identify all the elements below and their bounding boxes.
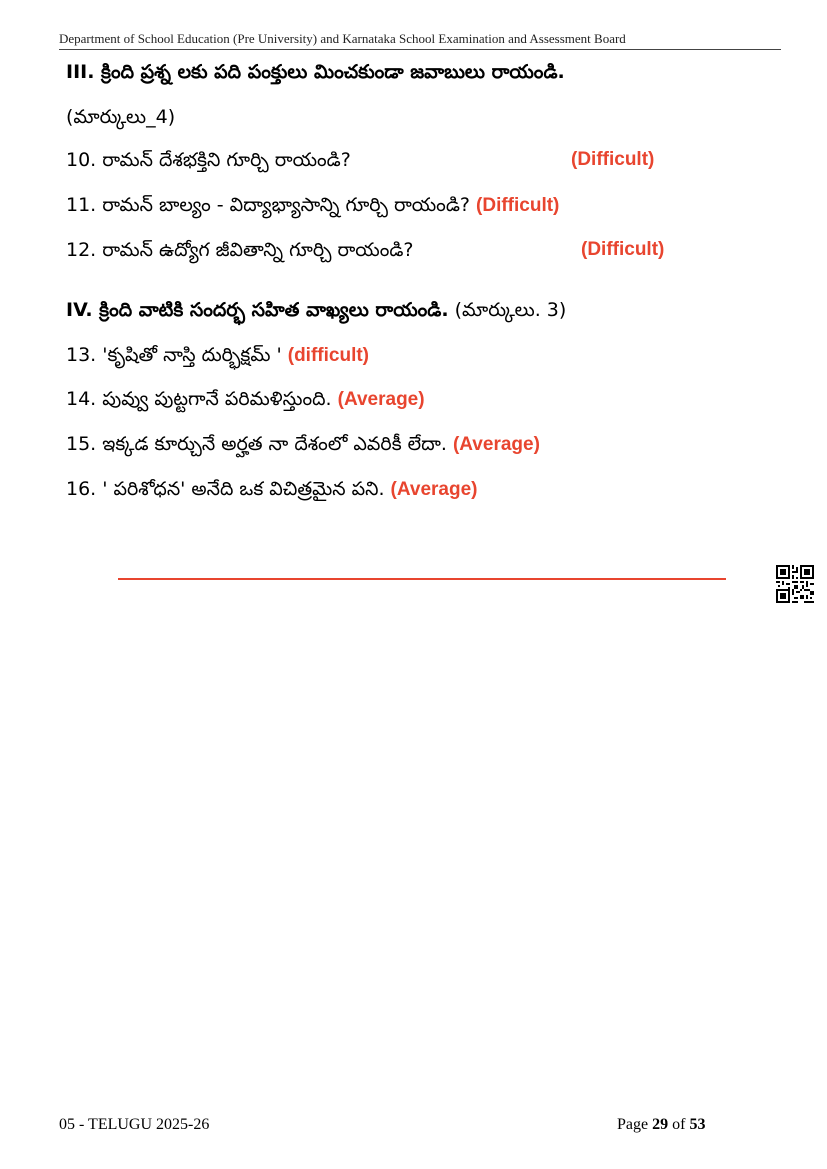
difficulty-tag: (Difficult) <box>476 195 560 216</box>
question-text: 13. 'కృషితో నాస్తి దుర్భిక్షమ్ ' <box>66 344 288 366</box>
difficulty-tag: (Average) <box>390 479 478 500</box>
section-4-title: IV. క్రింది వాటికి సందర్భ సహిత వాఖ్యలు రాయండి. <box>66 299 449 321</box>
current-page: 29 <box>652 1116 669 1133</box>
section-end-rule <box>118 578 726 580</box>
question-16 <box>66 477 477 502</box>
question-11 <box>66 193 559 218</box>
question-text: 14. పువ్వు పుట్టగానే పరిమళిస్తుంది. <box>66 388 338 410</box>
difficulty-tag: (Average) <box>337 389 425 410</box>
page-header: Department of School Education (Pre University) and Karnataka School Examination and Assessment Board <box>59 31 781 50</box>
question-14 <box>66 387 425 412</box>
section-3-marks: (మార్కులు_4) <box>66 106 176 128</box>
page-of: of <box>668 1116 690 1133</box>
total-pages: 53 <box>689 1116 706 1133</box>
question-text: 11. రామన్ బాల్యం - విద్యాభ్యాసాన్ని గూర్చి రాయండి? <box>66 194 470 216</box>
question-text: 12. రామన్ ఉద్యోగ జీవితాన్ని గూర్చి రాయండి? <box>66 239 414 261</box>
difficulty-tag: (Average) <box>452 434 540 455</box>
question-12 <box>66 238 665 262</box>
page-number <box>617 1116 705 1134</box>
qr-code-icon <box>776 565 814 603</box>
difficulty-tag: (Difficult) <box>581 239 665 260</box>
question-10 <box>66 148 655 172</box>
question-13 <box>66 343 369 368</box>
question-text: 15. ఇక్కడ కూర్చునే అర్హత నా దేశంలో ఎవరికీ లేదా. <box>66 433 453 455</box>
section-4-heading <box>66 298 566 322</box>
question-text: 16. ' పరిశోధన' అనేది ఒక విచిత్రమైన పని. <box>66 478 391 500</box>
question-text: 10. రామన్ దేశభక్తిని గూర్చి రాయండి? <box>66 149 351 171</box>
section-3-title: III. క్రింది ప్రశ్న లకు పది పంక్తులు మించకుండా జవాబులు రాయండి. <box>66 61 565 83</box>
question-15 <box>66 432 540 457</box>
difficulty-tag: (Difficult) <box>571 149 655 170</box>
footer-subject: 05 - TELUGU 2025-26 <box>59 1116 210 1133</box>
page-prefix: Page <box>617 1116 653 1133</box>
section-4-marks: (మార్కులు. 3) <box>454 299 567 321</box>
difficulty-tag: (difficult) <box>287 345 370 366</box>
